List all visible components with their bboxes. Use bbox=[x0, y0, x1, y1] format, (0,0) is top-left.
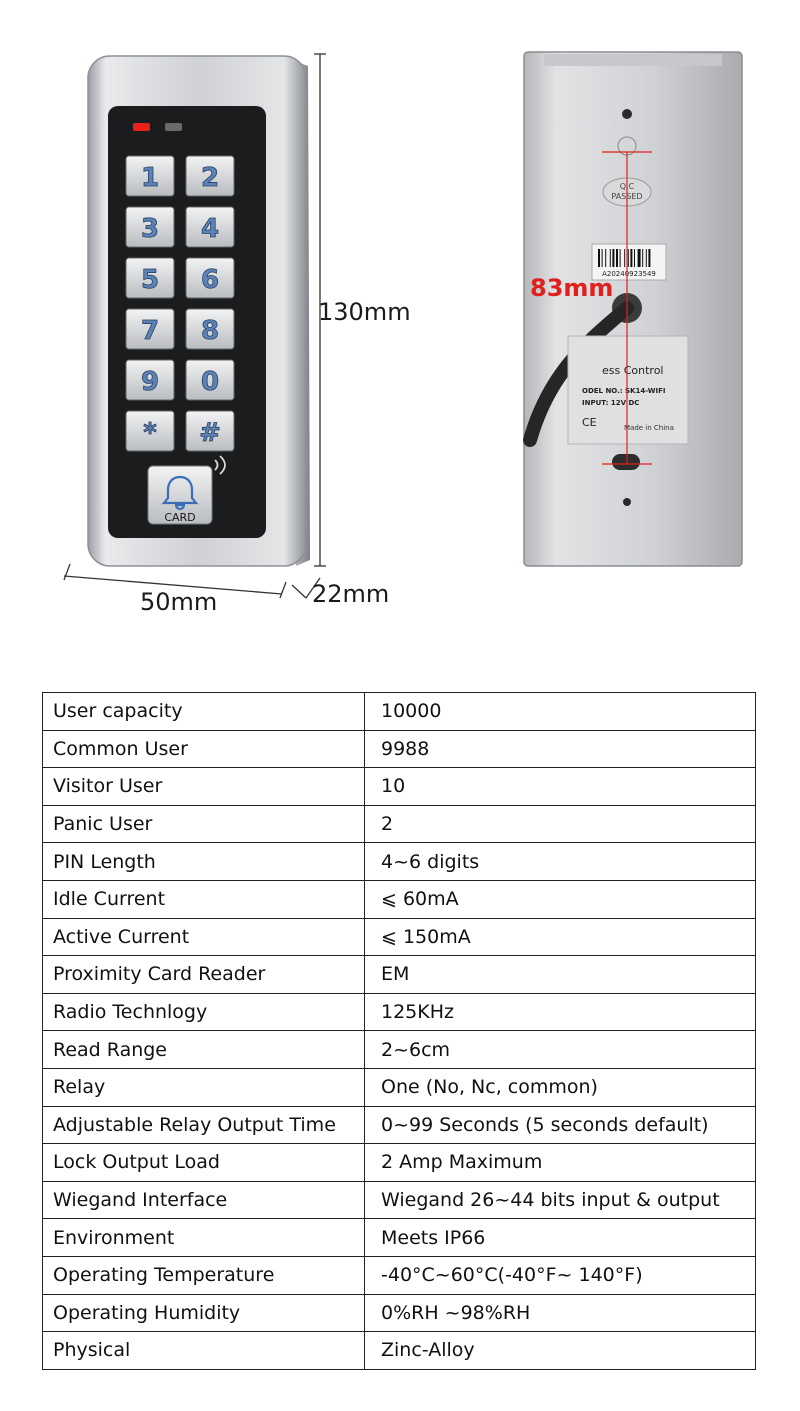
screw-hole-bottom bbox=[623, 498, 631, 506]
device-back-illustration bbox=[510, 40, 760, 580]
spec-label: Relay bbox=[43, 1068, 365, 1106]
key-label: 7 bbox=[140, 316, 160, 346]
spec-label: Idle Current bbox=[43, 880, 365, 918]
spec-value: 2~6cm bbox=[365, 1031, 756, 1069]
spec-row bbox=[43, 1106, 756, 1144]
back-top-lip bbox=[544, 54, 722, 66]
spec-value: 0~99 Seconds (5 seconds default) bbox=[365, 1106, 756, 1144]
key-label: 9 bbox=[140, 367, 160, 397]
barcode bbox=[598, 249, 650, 267]
key-label: 6 bbox=[200, 265, 220, 295]
spec-label: Environment bbox=[43, 1219, 365, 1257]
keypad-key[interactable] bbox=[126, 360, 174, 400]
spec-row bbox=[43, 693, 756, 731]
label-made-in: Made in China bbox=[624, 424, 674, 432]
spec-row bbox=[43, 918, 756, 956]
spec-value: 10000 bbox=[365, 693, 756, 731]
keypad-key[interactable] bbox=[186, 360, 234, 400]
spec-label: Operating Temperature bbox=[43, 1256, 365, 1294]
key-label: 2 bbox=[200, 163, 220, 193]
keypad-key[interactable] bbox=[126, 156, 174, 196]
status-led-red bbox=[133, 123, 150, 131]
spec-label: Radio Technlogy bbox=[43, 993, 365, 1031]
spec-value: Wiegand 26~44 bits input & output bbox=[365, 1181, 756, 1219]
spec-label: Wiegand Interface bbox=[43, 1181, 365, 1219]
ce-mark: CE bbox=[582, 416, 597, 429]
spec-value: 10 bbox=[365, 768, 756, 806]
spec-label: User capacity bbox=[43, 693, 365, 731]
keypad-key[interactable] bbox=[126, 207, 174, 247]
spec-row bbox=[43, 768, 756, 806]
spec-value: 0%RH ~98%RH bbox=[365, 1294, 756, 1332]
spec-row bbox=[43, 1256, 756, 1294]
keypad-key[interactable] bbox=[126, 309, 174, 349]
screw-hole-top bbox=[622, 109, 632, 119]
card-label: CARD bbox=[164, 511, 196, 524]
keypad-key[interactable] bbox=[186, 258, 234, 298]
spec-value: EM bbox=[365, 956, 756, 994]
spec-row bbox=[43, 1294, 756, 1332]
spec-row bbox=[43, 1144, 756, 1182]
spec-label: Physical bbox=[43, 1332, 365, 1370]
spec-row bbox=[43, 1068, 756, 1106]
label-input: INPUT: 12V DC bbox=[582, 399, 640, 407]
spec-value: Meets IP66 bbox=[365, 1219, 756, 1257]
spec-value: 2 bbox=[365, 805, 756, 843]
spec-row bbox=[43, 1031, 756, 1069]
barcode-number: A20240923549 bbox=[602, 270, 656, 278]
spec-row bbox=[43, 1181, 756, 1219]
spec-row bbox=[43, 993, 756, 1031]
spec-row bbox=[43, 730, 756, 768]
spec-value: 9988 bbox=[365, 730, 756, 768]
spec-label: Common User bbox=[43, 730, 365, 768]
spec-label: Active Current bbox=[43, 918, 365, 956]
key-label: # bbox=[199, 418, 221, 448]
key-label: 0 bbox=[200, 367, 220, 397]
spec-label: PIN Length bbox=[43, 843, 365, 881]
spec-label: Lock Output Load bbox=[43, 1144, 365, 1182]
label-model: ODEL NO.: SK14-WIFI bbox=[582, 387, 666, 395]
keypad-key[interactable] bbox=[186, 207, 234, 247]
key-label: 3 bbox=[140, 214, 160, 244]
spec-value: 2 Amp Maximum bbox=[365, 1144, 756, 1182]
spec-value: ⩽ 150mA bbox=[365, 918, 756, 956]
spec-label: Read Range bbox=[43, 1031, 365, 1069]
spec-row bbox=[43, 880, 756, 918]
key-label: 1 bbox=[140, 163, 160, 193]
spec-row bbox=[43, 956, 756, 994]
spec-value: 4~6 digits bbox=[365, 843, 756, 881]
spec-value: -40°C~60°C(-40°F~ 140°F) bbox=[365, 1256, 756, 1294]
spec-label: Panic User bbox=[43, 805, 365, 843]
spec-label: Visitor User bbox=[43, 768, 365, 806]
spec-row bbox=[43, 805, 756, 843]
keypad-key[interactable] bbox=[126, 411, 174, 451]
spec-value: 125KHz bbox=[365, 993, 756, 1031]
keypad-key[interactable] bbox=[126, 258, 174, 298]
key-label: * bbox=[143, 418, 157, 448]
height-dimension-label: 130mm bbox=[318, 298, 411, 326]
spec-value: ⩽ 60mA bbox=[365, 880, 756, 918]
spec-value: Zinc-Alloy bbox=[365, 1332, 756, 1370]
qc-passed-text: PASSED bbox=[611, 192, 643, 201]
spec-table bbox=[42, 692, 756, 1370]
key-label: 4 bbox=[200, 214, 220, 244]
spec-label: Operating Humidity bbox=[43, 1294, 365, 1332]
spec-value: One (No, Nc, common) bbox=[365, 1068, 756, 1106]
width-dimension-label: 50mm bbox=[140, 588, 218, 616]
qc-text: Q.C bbox=[619, 182, 635, 191]
spec-row bbox=[43, 1219, 756, 1257]
spec-label: Adjustable Relay Output Time bbox=[43, 1106, 365, 1144]
keypad-key[interactable] bbox=[186, 411, 234, 451]
spec-label: Proximity Card Reader bbox=[43, 956, 365, 994]
hole-spacing-label: 83mm bbox=[530, 274, 614, 302]
keypad-key[interactable] bbox=[186, 156, 234, 196]
mount-slot-bottom bbox=[612, 454, 640, 470]
spec-row bbox=[43, 1332, 756, 1370]
key-label: 5 bbox=[140, 265, 160, 295]
key-label: 8 bbox=[200, 316, 220, 346]
depth-dimension-label: 22mm bbox=[312, 580, 390, 608]
status-led-gray bbox=[165, 123, 182, 131]
spec-row bbox=[43, 843, 756, 881]
keypad-key[interactable] bbox=[186, 309, 234, 349]
label-title: ess Control bbox=[602, 364, 664, 377]
